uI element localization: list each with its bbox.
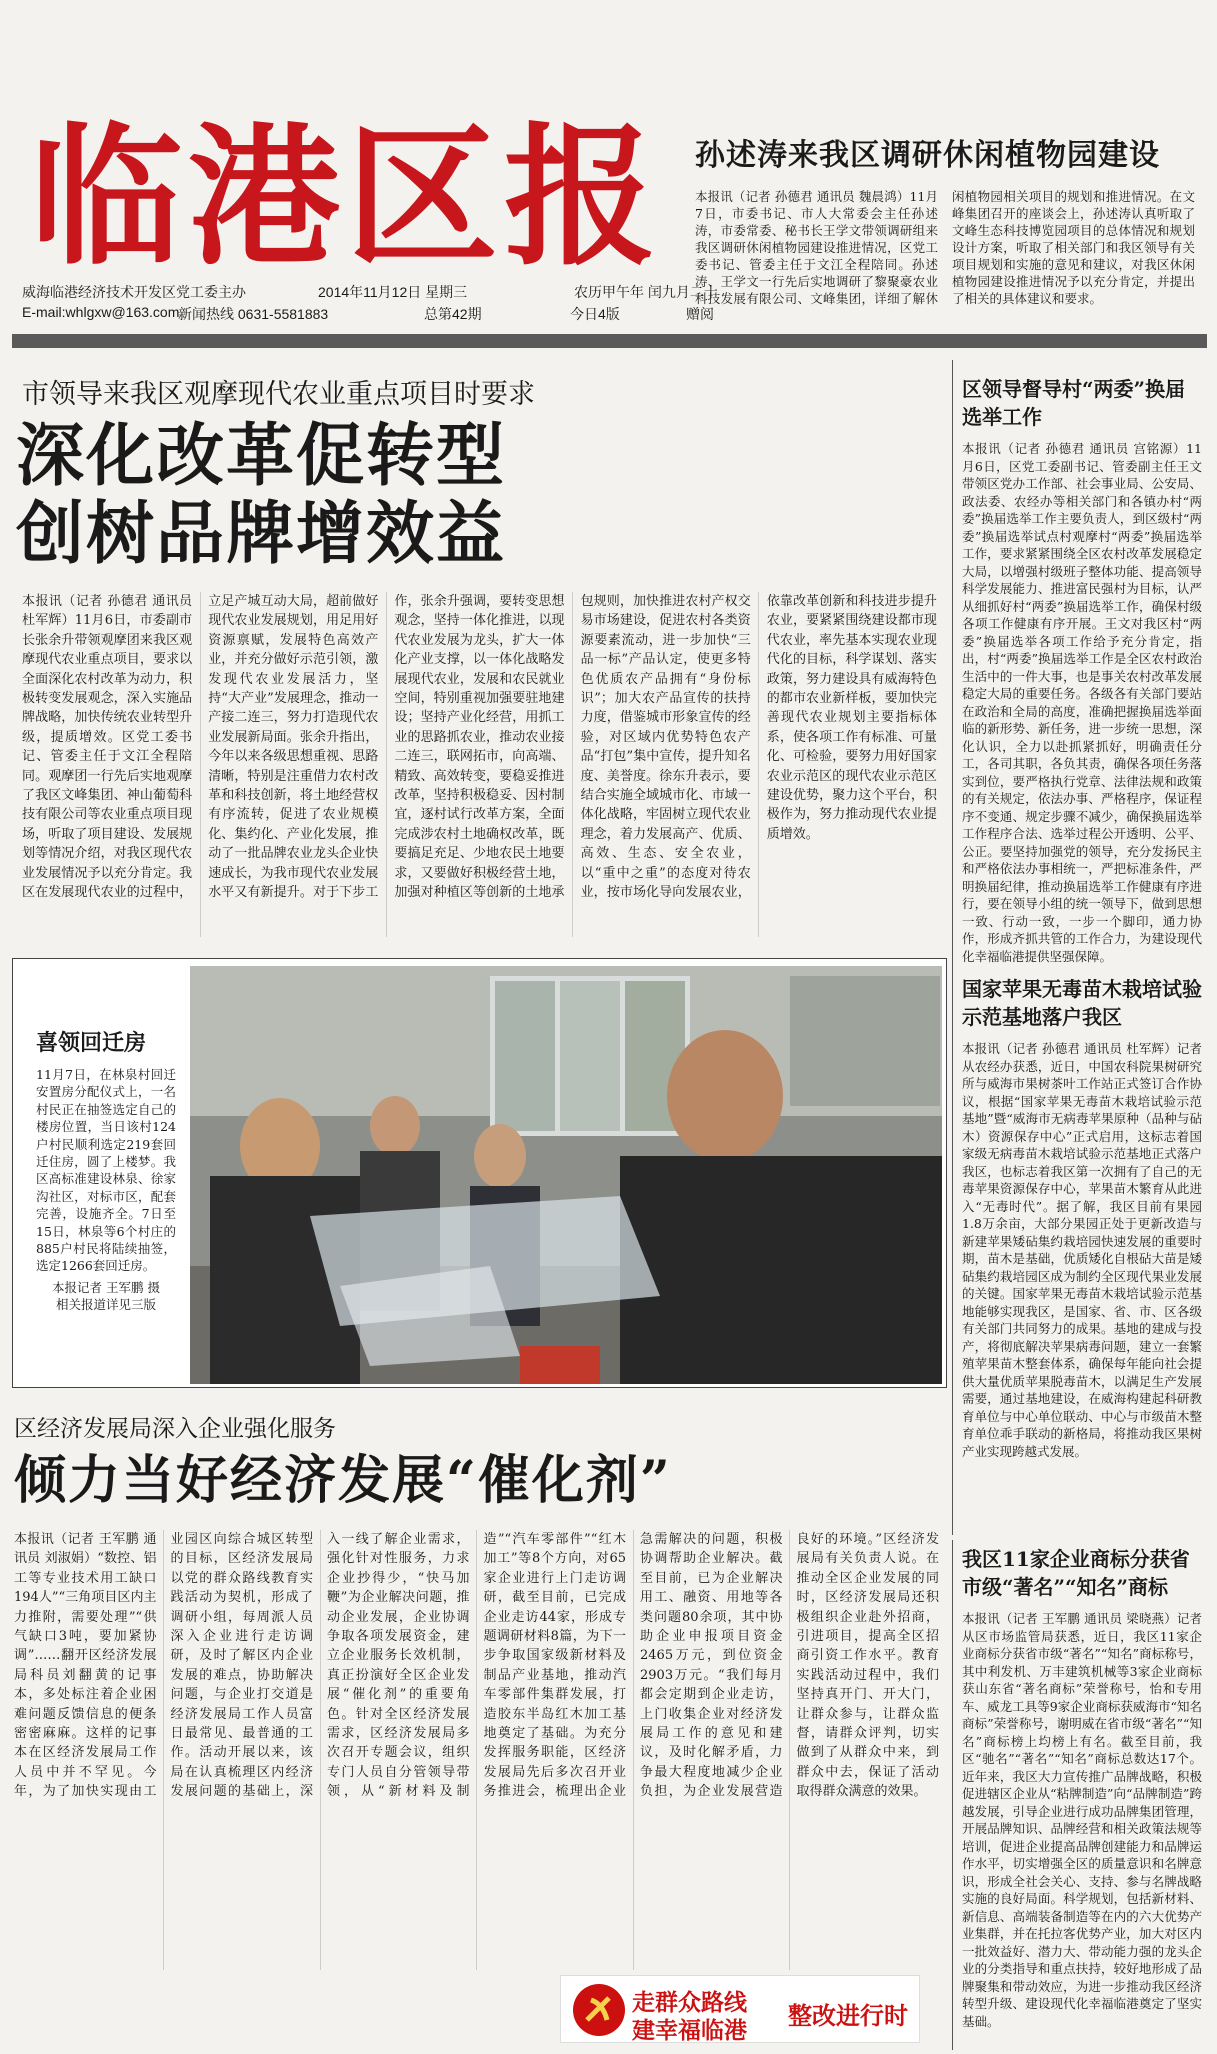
top-rule [12,334,1207,348]
masthead-title-text: 临港区报 [30,107,662,286]
banner-line1: 走群众路线 [632,1990,747,2016]
photo-caption-title: 喜领回迁房 [36,1030,147,1056]
side3-body: 本报讯（记者 王军鹏 通讯员 梁晓燕）记者从区市场监管局获悉，近日，我区11家企业商标分获省市级“著名”“知名”商标称号，其中利发机、万丰建筑机械等3家企业商标获山东省“著名商标”荣誉称号，怡和专用车、威龙工具等9家企业商标获威海市“知名商标”荣誉称号，谢明威在省市级“著名”“知名”商标榜上均榜上有名。截至目前，我区“驰名”“著名”“知名”商标总数达17个。近年来，我区大力宣传推广品牌战略，积极促进辖区企业从“粘牌制造”向“品牌制造”跨越发展，引导企业进行成功品牌集团管理，开展品牌知识、品牌经营和相关政策法规等培训，促进企业提高品牌创建能力和品牌运作水平，切实增强全区的质量意识和名牌意识，形成全社会关心、支持、参与名牌战略实施的良好局面。科学规划，包括新材料、新信息、高端装备制造等在内的六大优势产业集群，并在托拉客优势产业，加大对区内一批效益好、潜力大、带动能力强的龙头企业的分类指导和重点扶持，较好地形成了品牌聚集和带动效应，为进一步推动我区经济转型升级、建设现代化幸福临港奠定了坚实基础。 [962,1611,1202,2029]
page-count: 今日4版 [570,306,620,322]
side1-body: 本报讯（记者 孙德君 通讯员 宫铭源）11月6日，区党工委副书记、管委副主任王文带领区党办工作部、社会事业局、公安局、政法委、农经办等相关部门和各镇办村“两委”换届选举工作主要负责人，到区级村“两委”换届选举试点村观摩村“两委”换届选举工作，要求紧紧围绕全区农村改革发展稳定大局，以增强村级班子整体功能、提高领导科学发展能力、推进富民强村为目标，认严从细抓好村“两委”换届选举工作，确保村级各项工作健康有序开展。王文对我区村“两委”换届选举各项工作给予充分肯定，指出，村“两委”换届选举工作是全区农村政治生活中的一件大事，也是事关农村改革发展稳定大局的重要任务。各级各有关部门要站在政治和全局的高度，准确把握换届选举面临的新形势、新任务，进一步统一思想，深化认识，全力以赴抓紧抓好，明确责任分工，各司其职，各负其责，确保各项任务落实到位，要严格执行党章、法律法规和政策的有关规定，依法办事、严格程序，保证程序不变通、规定步骤不减少，确保换届选举工作程序合法、选举过程公开透明、公平、公正。要坚持加强党的领导，充分发扬民主和严格依法办事相统一，严把标准条件，严明换届纪律，推动换届选举工作健康有序进行，要在领导小组的统一领导下，做到思想一致、行动一致，一步一个脚印，通力协作，形成齐抓共管的工作合力，为建设现代化幸福临港提供坚强保障。 [962,441,1202,964]
masthead-title [22,100,662,286]
hotline: 新闻热线 0631-5581883 [178,306,329,322]
banner-line2: 建幸福临港 [632,2018,747,2044]
publisher: 威海临港经济技术开发区党工委主办 [22,284,246,300]
econ-kicker: 区经济发展局深入企业强化服务 [14,1416,336,1442]
lede-headline[interactable]: 孙述涛来我区调研休闲植物园建设 [695,138,1160,173]
lunar-date: 农历甲午年 闰九月二十 [574,284,718,300]
news-photo [190,966,942,1384]
masthead-meta-row1 [22,282,1192,302]
issue-number: 总第42期 [424,306,482,322]
side3-headline[interactable]: 我区11家企业商标分获省市级“著名”“知名”商标 [962,1547,1190,1599]
main-kicker: 市领导来我区观摩现代农业重点项目时要求 [22,379,535,410]
photo-caption-text: 11月7日，在林泉村回迁安置房分配仪式上，一名村民正在抽签选定自己的楼房位置，当日该村124户村民顺利选定219套回迁住房，圆了上楼梦。我区高标准建设林泉、徐家沟社区，对标市区，配套完善，设施齐全。7日至15日，林泉等6个村庄的885户村民将陆续抽签，选定1266套回迁房。 [36,1067,176,1274]
photo-credit: 本报记者 王军鹏 摄 [52,1279,160,1295]
related-link[interactable]: 相关报道详见三版 [55,1297,156,1313]
banner-right: 整改进行时 [788,2002,908,2030]
masthead-logo [22,100,662,286]
date: 2014年11月12日 星期三 [318,284,468,300]
lede-body: 本报讯（记者 孙德君 通讯员 魏晨鸿）11月7日，市委书记、市人大常委会主任孙述涛，市委常委、秘书长王学文带领调研组来我区调研休闲植物园建设推进情况，区党工委书记、管委主任于文江全程陪同。孙述涛、王学文一行先后实地调研了黎聚豪农业科技发展有限公司、文峰集团，详细了解休闲植物园相关项目的规划和推进情况。在文峰集团召开的座谈会上，孙述涛认真听取了文峰生态科技博览园项目的总体情况和规划设计方案，听取了相关部门和我区领导有关项目规划和实施的意见和建议，对我区休闲植物园建设推进情况予以充分肯定，并提出了相关的具体建议和要求。 [695,189,1195,306]
column-rule-right [952,360,953,1535]
gift-label: 赠阅 [686,306,714,322]
column-rule-right-lower [952,1540,953,2050]
main-headline-line2[interactable]: 创树品牌增效益 [16,494,507,574]
photo-caption-body [36,1066,176,1314]
econ-headline[interactable]: 倾力当好经济发展“催化剂” [14,1450,672,1511]
econ-story-body: 本报讯（记者 王军鹏 通讯员 刘淑娟）“数控、铝工等专业技术用工缺口194人”“三角项目区内主力推附，需要处理”“供气缺口3吨，要加紧协调”……翻开区经济发展局科员刘翻黄的记事本，多处标注着企业困难问题反馈信息的便条密密麻麻。这样的记事本在区经济发展局工作人员中并不罕见。今年，为了加快实现由工业园区向综合城区转型的目标，区经济发展局以党的群众路线教育实践活动为契机，形成了调研小组，每周派人员深入企业进行走访调研，及时了解区内企业发展的难点，协助解决问题，与企业打交道是经济发展局工作人员富日最常见、最普通的工作。活动开展以来，该局在认真梳理区内经济发展问题的基础上，深入一线了解企业需求，强化针对性服务，力求企业抄得少，“快马加鞭”为企业解决问题，推动企业发展，企业协调争取各项发展资金，建立企业服务长效机制，真正扮演好全区企业发展“催化剂”的重要角色。针对全区经济发展需求，区经济发展局多次召开专题会议，组织专门人员自分管领导带领，从“新材料及制造”“汽车零部件”“红木加工”等8个方向，对65家企业进行上门走访调研，截至目前，已完成企业走访44家，形成专题调研材料8篇，为下一步争取国家级新材料及制品产业基地，推动汽车零部件集群发展，打造胶东半岛红木加工基地奠定了基础。为充分发挥服务职能，区经济发展局先后多次召开业务推进会，梳理出企业急需解决的问题，积极协调帮助企业解决。截至目前，已为企业解决用工、融资、用地等各类问题80余项，其中协助企业申报项目资金2465万元，到位资金2903万元。“我们每月都会定期到企业走访，上门收集企业对经济发展局工作的意见和建议，及时化解矛盾，力争最大程度地减少企业负担，为企业发展营造良好的环境。”区经济发展局有关负责人说。在推动全区企业发展的同时，区经济发展局还积极组织企业赴外招商，引进项目，提高全区招商引资工作水平。教育实践活动过程中，我们坚持真开门、开大门，让群众参与，让群众监督，请群众评判，切实做到了从群众中来，到群众中去，保证了活动取得群众满意的效果。 [14,1532,939,1800]
side2-headline[interactable]: 国家苹果无毒苗木栽培试验示范基地落户我区 [962,977,1202,1029]
main-story-body: 本报讯（记者 孙德君 通讯员 杜军辉）11月6日，市委副市长张余升带领观摩团来我区观摩现代农业重点项目，要求以全面深化农村改革为动力，积极转变发展观念，深入实施品牌战略，加快传统农业转型升级，提质增效。区党工委书记、管委主任于文江全程陪同。观摩团一行先后实地观摩了我区文峰集团、神山葡萄科技有限公司等农业重点项目现场，听取了项目建设、发展规划等情况介绍，对我区现代农业发展情况予以充分肯定。我区在发展现代农业的过程中，立足产城互动大局，超前做好现代农业发展规划，用足用好资源禀赋，发展特色高效产业，并充分做好示范引领，激发现代农业发展活力，坚持“大产业”发展理念，推动一产接二连三，努力打造现代农业发展新局面。张余升指出，今年以来各级思想重视、思路清晰，特别是注重借力农村改革和科技创新，将土地经营权有序流转，促进了农业规模化、集约化、产业化发展，推动了一批品牌农业龙头企业快速成长，为我市现代农业发展水平又有新提升。对于下步工作，张余升强调，要转变思想观念，坚持一体化推进，以现代农业发展为龙头，扩大一体化产业支撑，以一体化战略发展现代农业，发展和农民就业空间，特别重视加强要驻地建设；坚持产业化经营，用抓工业的思路抓农业，推动农业接二连三，联网拓市，向高端、精致、高效转变，要稳妥推进改革，坚持积极稳妥、因村制宜，逐村试行改革方案，全面完成涉农村土地确权改革，既要搞足充足、少地农民土地要求，又要做好积极经营土地，加强对种植区等创新的土地承包规则，加快推进农村产权交易市场建设，促进农村各类资源要素流动，进一步加快“三品一标”产品认定，使更多特色优质农产品拥有“身份标识”；加大农产品宣传的扶持力度，借鉴城市形象宣传的经验，对区域内优势特色农产品“打包”集中宣传，提升知名度、美誉度。徐东升表示，要结合实施全域城市化、市域一体化战略，牢固树立现代农业理念，着力发展高产、优质、高效、生态、安全农业，以“重中之重”的态度对待农业，按市场化导向发展农业，依靠改革创新和科技进步提升农业，要紧紧围绕建设都市现代农业，率先基本实现农业现代化的目标，科学谋划、落实政策，努力建设具有威海特色的都市农业新样板，要加快完善现代农业规划主要指标体系，使各项工作有标准、可量化、可检验，要努力用好国家农业示范区的现代农业示范区建设优势，聚力这个平台，积极作为，努力推动现代农业提质增效。 [22,594,937,901]
side1-headline[interactable]: 区领导督导村“两委”换届选举工作 [962,377,1186,429]
side2-body: 本报讯（记者 孙德君 通讯员 杜军辉）记者从农经办获悉，近日，中国农科院果树研究所与威海市果树茶叶工作站正式签订合作协议，根据“国家苹果无毒苗木栽培试验示范基地”暨“威海市无病毒苹果原种（品种与砧木）资源保存中心”正式启用，这标志着国家级无病毒苗木栽培试验示范基地正式落户我区，也标志着我区第一次拥有了自己的无毒苹果资源保存中心，苹果苗木繁育从此进入“无毒时代”。据了解，我区目前有果园1.8万余亩，大部分果园正处于更新改造与新建苹果矮砧集约栽培园快速发展的重要时期，苗木是基础，优质矮化自根砧大苗是矮砧集约栽培园区成为制约全区现代果业发展的关键。国家苹果无毒苗木栽培试验示范基地能够实现我区，是国家、省、市、区各级有关部门共同努力的成果。基地的建成与投产，将彻底解决苹果病毒问题，建立一套繁殖苹果苗木整套体系，确保每年能向社会提供大量优质苹果脱毒苗木，以满足生产发展需要，通过基地建设，在威海构建起科研教育单位与中心单位联动、中心与市级苗木整育单位乖手联动的新格局，将推动我区果树产业实现跨越式发展。 [962,1041,1202,1459]
news-photo-image [190,966,942,1384]
party-emblem-icon [569,1980,629,2040]
masthead-meta-row2 [22,304,1192,324]
main-headline-line1[interactable]: 深化改革促转型 [16,416,507,496]
email: E-mail:whlgxw@163.com [22,304,180,320]
